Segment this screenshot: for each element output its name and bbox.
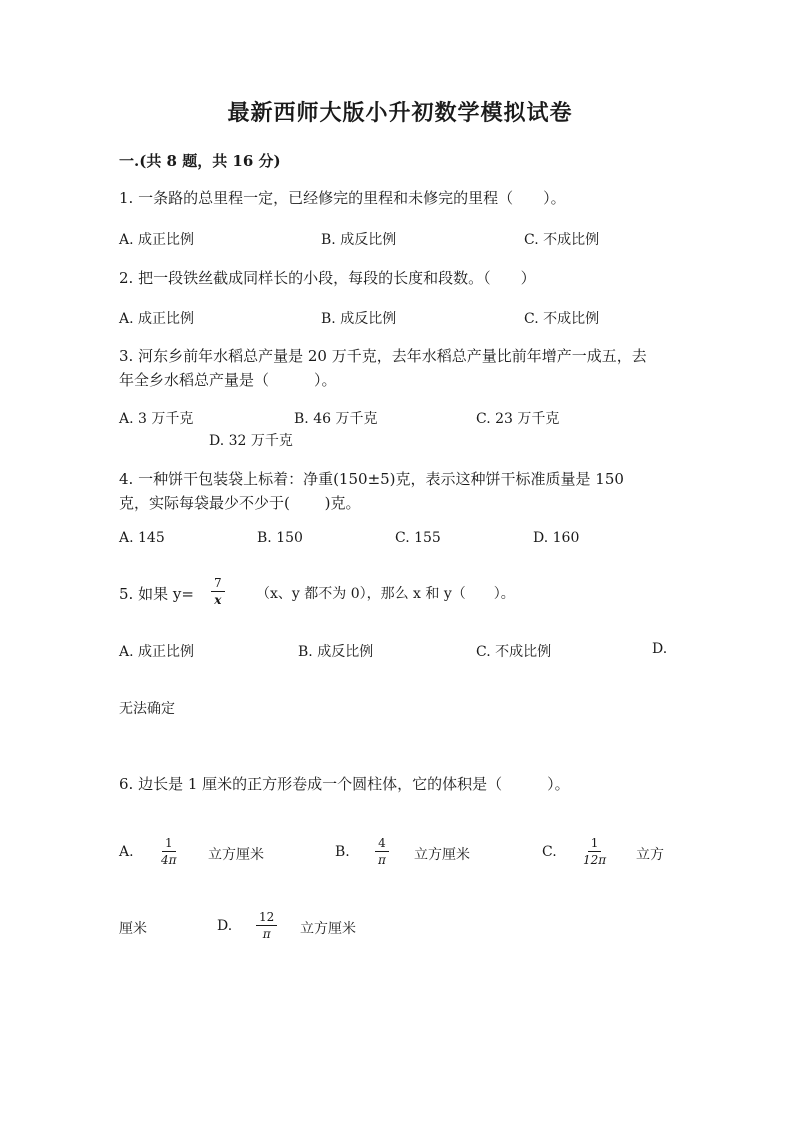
- fraction-denominator: π: [378, 853, 386, 867]
- question-4-option-a: A. 145: [119, 530, 165, 546]
- question-5-option-c: C. 不成比例: [476, 644, 552, 660]
- question-4-text-line1: 4. 一种饼干包装袋上标着：净重(150±5)克，表示这种饼干标准质量是 150: [119, 470, 624, 488]
- question-3-text-line2: 年全乡水稻总产量是（ ）。: [119, 371, 337, 389]
- question-6-option-b-fraction: [375, 836, 389, 867]
- question-4-text-line2: 克，实际每袋最少不少于( )克。: [119, 494, 361, 512]
- section-heading: 一.(共 8 题，共 16 分): [119, 152, 281, 170]
- question-2-option-c: C. 不成比例: [524, 311, 600, 327]
- question-1-option-b: B. 成反比例: [321, 232, 397, 248]
- question-4-option-b: B. 150: [257, 530, 303, 546]
- question-6-option-c-unit: 立方: [636, 847, 664, 863]
- question-6-option-c-label: C.: [542, 844, 557, 860]
- question-6-option-a-unit: 立方厘米: [208, 847, 264, 863]
- question-5-prefix: 5. 如果 y=: [119, 585, 194, 603]
- question-6-option-c-unit-continued: 厘米: [119, 921, 147, 937]
- question-6-option-d-unit: 立方厘米: [300, 921, 356, 937]
- question-6-option-d-fraction: [256, 910, 277, 941]
- fraction-denominator: 4π: [161, 853, 177, 867]
- question-6-option-a-fraction: [158, 836, 180, 867]
- question-6-option-b-label: B.: [335, 844, 350, 860]
- question-5-option-b: B. 成反比例: [298, 644, 374, 660]
- question-2-option-a: A. 成正比例: [119, 311, 195, 327]
- question-3-text-line1: 3. 河东乡前年水稻总产量是 20 万千克，去年水稻总产量比前年增产一成五，去: [119, 347, 647, 365]
- question-1-option-c: C. 不成比例: [524, 232, 600, 248]
- question-5-option-d-label: D.: [652, 641, 668, 657]
- question-4-option-d: D. 160: [533, 530, 580, 546]
- question-6-option-b-unit: 立方厘米: [414, 847, 470, 863]
- fraction-numerator: 7: [211, 576, 225, 592]
- question-6-option-a-label: A.: [119, 844, 134, 860]
- fraction-numerator: 1: [588, 836, 602, 852]
- question-2-text: 2. 把一段铁丝截成同样长的小段，每段的长度和段数。（ ）: [119, 269, 536, 287]
- fraction-numerator: 1: [162, 836, 176, 852]
- question-3-option-b: B. 46 万千克: [294, 411, 378, 427]
- fraction-denominator: x: [214, 593, 222, 607]
- question-5-option-a: A. 成正比例: [119, 644, 195, 660]
- question-3-option-c: C. 23 万千克: [476, 411, 560, 427]
- question-6-option-d-label: D.: [217, 918, 233, 934]
- question-6-text: 6. 边长是 1 厘米的正方形卷成一个圆柱体，它的体积是（ ）。: [119, 775, 570, 793]
- page-title: 最新西师大版小升初数学模拟试卷: [227, 100, 573, 126]
- question-1-option-a: A. 成正比例: [119, 232, 195, 248]
- question-4-option-c: C. 155: [395, 530, 441, 546]
- question-5-suffix: （x、y 都不为 0），那么 x 和 y（ ）。: [256, 586, 515, 602]
- question-3-option-a: A. 3 万千克: [119, 411, 194, 427]
- question-1-text: 1. 一条路的总里程一定，已经修完的里程和未修完的里程（ ）。: [119, 189, 566, 207]
- question-5-option-d-text: 无法确定: [119, 701, 175, 717]
- fraction-denominator: π: [262, 927, 271, 941]
- fraction-denominator: 12π: [583, 853, 607, 867]
- question-6-option-c-fraction: [580, 836, 609, 867]
- question-5-fraction: [211, 576, 225, 607]
- question-2-option-b: B. 成反比例: [321, 311, 397, 327]
- question-3-option-d: D. 32 万千克: [209, 433, 293, 449]
- fraction-numerator: 4: [375, 836, 389, 852]
- fraction-numerator: 12: [256, 910, 277, 926]
